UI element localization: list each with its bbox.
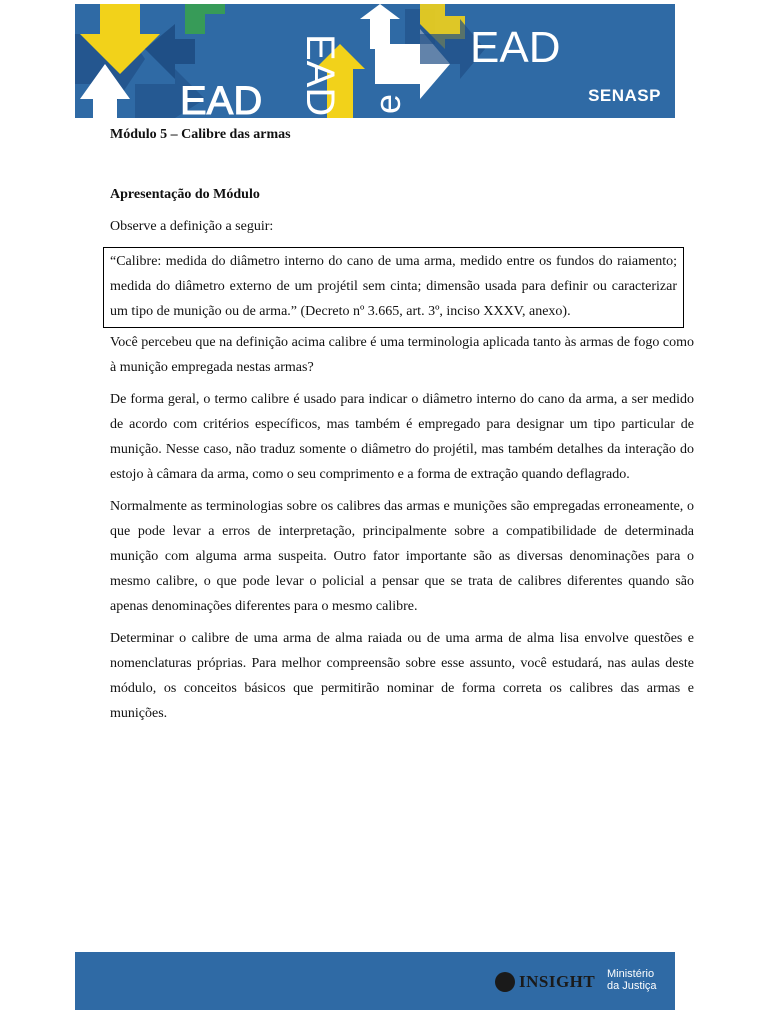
paragraph: De forma geral, o termo calibre é usado para indicar o diâmetro interno do cano da arma, a ser medido de acordo com critérios específicos, mas também é empregado para designar um tipo particular de munição. Nesse caso, não traduz somente o diâmetro do projétil, mas também detalhes da interação do estojo à câmara da arma, como o seu comprimento e a forma de extração quando deflagrado. — [110, 392, 694, 482]
ministerio-justica-logo — [607, 968, 657, 992]
intro-text: Observe a definição a seguir: — [110, 219, 274, 234]
header-banner — [75, 4, 675, 118]
svg-text:EAD: EAD — [470, 23, 561, 72]
paragraph: Você percebeu que na definição acima calibre é uma terminologia aplicada tanto às armas de fogo como à munição empregada nestas armas? — [110, 335, 694, 375]
document-body — [110, 124, 694, 726]
section-title: Apresentação do Módulo — [110, 187, 260, 202]
paragraph: Normalmente as terminologias sobre os calibres das armas e munições são empregadas erroneamente, o que pode levar a erros de interpretação, principalmente sobre a compatibilidade de determinada munição com alguma arma suspeita. Outro fator importante são as diversas denominações para o mesmo calibre, o que pode levar o policial a pensar que se trata de calibres diferentes quando são apenas denominações diferentes para o mesmo calibre. — [110, 499, 694, 614]
ministerio-line1: Ministério — [607, 968, 655, 980]
senasp-label: SENASP — [588, 86, 661, 105]
insight-logo — [495, 966, 595, 998]
insight-globe-icon — [495, 972, 515, 992]
banner-arrows-graphic — [75, 4, 675, 118]
svg-text:EAD: EAD — [180, 79, 263, 118]
svg-text:EAD: EAD — [298, 34, 342, 117]
paragraph: Determinar o calibre de uma arma de alma raiada ou de uma arma de alma lisa envolve questões e nomenclaturas próprias. Para melhor compreensão sobre esse assunto, você estudará, nas aulas deste módulo, os conceitos básicos que permitirão nominar de forma correta os calibres das armas e munições. — [110, 631, 694, 721]
module-title: Módulo 5 – Calibre das armas — [110, 127, 291, 142]
ministerio-line2: da Justiça — [607, 980, 657, 992]
definition-quote-box: “Calibre: medida do diâmetro interno do cano de uma arma, medido entre os fundos do raiamento; medida do diâmetro externo de um projétil sem cinta; dimensão usada para definir ou caracterizar um tipo de munição ou de arma.” (Decreto nº 3.665, art. 3º, inciso XXXV, anexo). — [103, 247, 684, 328]
footer-banner — [75, 952, 675, 1010]
insight-wordmark: INSIGHT — [519, 972, 596, 991]
svg-text:e: e — [367, 93, 408, 114]
